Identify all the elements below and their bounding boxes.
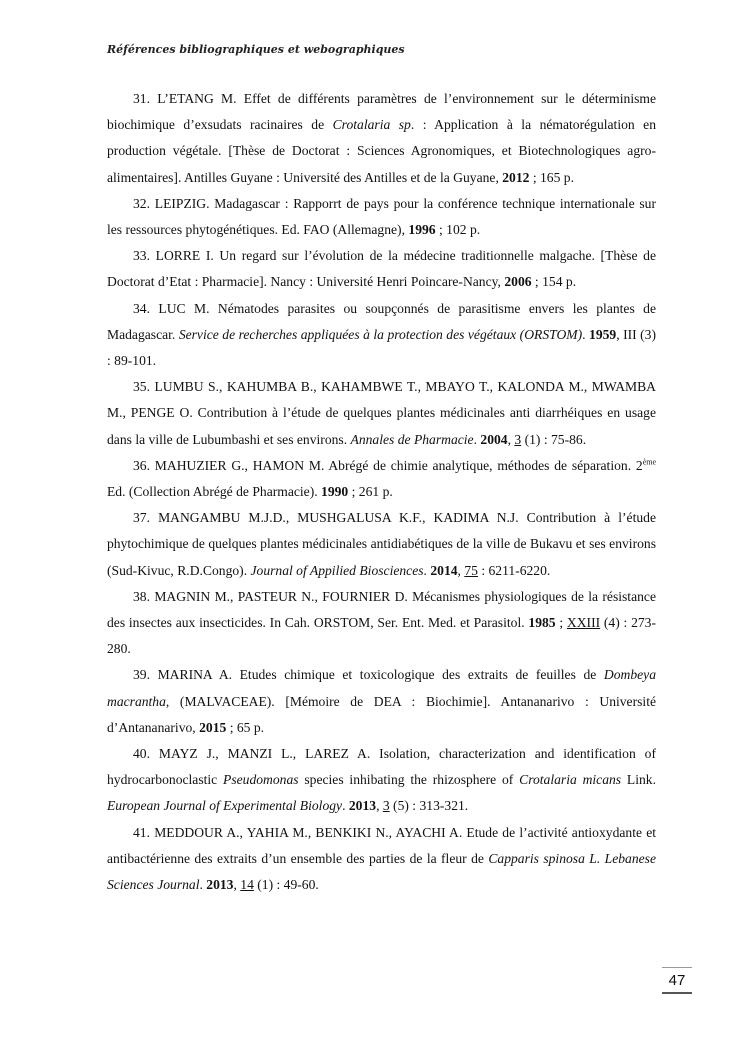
- reference-item: 38. MAGNIN M., PASTEUR N., FOURNIER D. Mécanismes physiologiques de la résistance des insectes aux insecticides. In Cah. ORSTOM, Ser. Ent. Med. et Parasitol. 1985 ; XXIII (4) : 273-280.: [107, 588, 656, 657]
- ref-year: 2013: [206, 877, 234, 893]
- ref-year: 2013: [348, 798, 377, 814]
- ref-number: 33.: [133, 248, 150, 264]
- ref-number: 38.: [133, 588, 150, 604]
- reference-item: 37. MANGAMBU M.J.D., MUSHGALUSA K.F., KADIMA N.J. Contribution à l’étude phytochimique de quelques plantes médicinales antidiabétiques de la ville de Bukavu et ses environs (Sud-Kivuc, R.D.Congo). Journal of Appilied Biosciences. 2014, 75 : 6211-6220.: [107, 510, 656, 578]
- ref-year: 1990: [321, 484, 349, 500]
- ref-number: 34.: [133, 300, 150, 316]
- running-header: Références bibliographiques et webographiques: [107, 43, 405, 56]
- reference-item: 35. LUMBU S., KAHUMBA B., KAHAMBWE T., MBAYO T., KALONDA M., MWAMBA M., PENGE O. Contribution à l’étude de quelques plantes médicinales anti diarrhéiques en usage dans la ville de Lubumbashi et ses environs. Annales de Pharmacie. 2004, 3 (1) : 75-86.: [107, 379, 656, 447]
- reference-item: 32. LEIPZIG. Madagascar : Rapporrt de pays pour la conférence technique internationale sur les ressources phytogénétiques. Ed. FAO (Allemagne), 1996 ; 102 p.: [107, 195, 656, 238]
- ref-volume: 3: [514, 431, 522, 447]
- ref-volume: XXIII: [566, 615, 601, 631]
- reference-item: 39. MARINA A. Etudes chimique et toxicologique des extraits de feuilles de Dombeya macrantha, (MALVACEAE). [Mémoire de DEA : Biochimie]. Antananarivo : Université d’Antananarivo, 2015 ; 65 p.: [107, 667, 656, 735]
- ref-volume: 3: [382, 798, 390, 814]
- ref-year: 2014: [430, 562, 458, 578]
- reference-item: 34. LUC M. Nématodes parasites ou soupçonnés de parasitisme envers les plantes de Madagascar. Service de recherches appliquées à la protection des végétaux (ORSTOM). 1959, III (3) : 89-101.: [107, 300, 657, 369]
- reference-item: 36. MAHUZIER G., HAMON M. Abrégé de chimie analytique, méthodes de séparation. 2ème Ed. (Collection Abrégé de Pharmacie). 1990 ; 261 p.: [107, 457, 657, 500]
- ref-number: 41.: [133, 824, 150, 840]
- reference-item: 40. MAYZ J., MANZI L., LAREZ A. Isolation, characterization and identification of hydrocarbonoclastic Pseudomonas species inhibating the rhizosphere of Crotalaria micans Link. European Journal of Experimental Biology. 2013, 3 (5) : 313-321.: [107, 746, 656, 814]
- reference-list: [107, 86, 656, 898]
- ref-year: 2006: [504, 274, 532, 290]
- ref-year: 2015: [199, 719, 227, 735]
- ref-number: 36.: [133, 457, 150, 473]
- reference-item: 31. L’ETANG M. Effet de différents paramètres de l’environnement sur le déterminisme biochimique d’exsudats racinaires de Crotalaria sp. : Application à la nématorégulation en production végétale. [Thèse de Doctorat : Sciences Agronomiques, et Biotechnologiques agro-alimentaires]. Antilles Guyane : Université des Antilles et de la Guyane, 2012 ; 165 p.: [107, 91, 656, 185]
- reference-item: 41. MEDDOUR A., YAHIA M., BENKIKI N., AYACHI A. Etude de l’activité antioxydante et antibactérienne des extraits d’un ensemble des parties de la fleur de Capparis spinosa L. Lebanese Sciences Journal. 2013, 14 (1) : 49-60.: [107, 824, 656, 893]
- ref-year: 1996: [408, 222, 436, 238]
- ref-number: 31.: [133, 91, 150, 106]
- reference-item: 33. LORRE I. Un regard sur l’évolution de la médecine traditionnelle malgache. [Thèse de Doctorat d’Etat : Pharmacie]. Nancy : Université Henri Poincare-Nancy, 2006 ; 154 p.: [107, 248, 656, 290]
- ref-year: 1959: [589, 326, 617, 342]
- page-number: 47: [662, 967, 692, 994]
- ref-year: 2012: [502, 169, 530, 185]
- ref-number: 35.: [133, 379, 150, 395]
- ref-year: 2004: [480, 431, 508, 447]
- ref-number: 39.: [133, 667, 150, 683]
- ref-year: 1985: [528, 615, 556, 631]
- ref-number: 32.: [133, 195, 150, 211]
- ref-number: 40.: [133, 746, 150, 762]
- ref-number: 37.: [133, 510, 150, 526]
- ref-volume: 14: [240, 877, 254, 893]
- ref-volume: 75: [464, 562, 478, 578]
